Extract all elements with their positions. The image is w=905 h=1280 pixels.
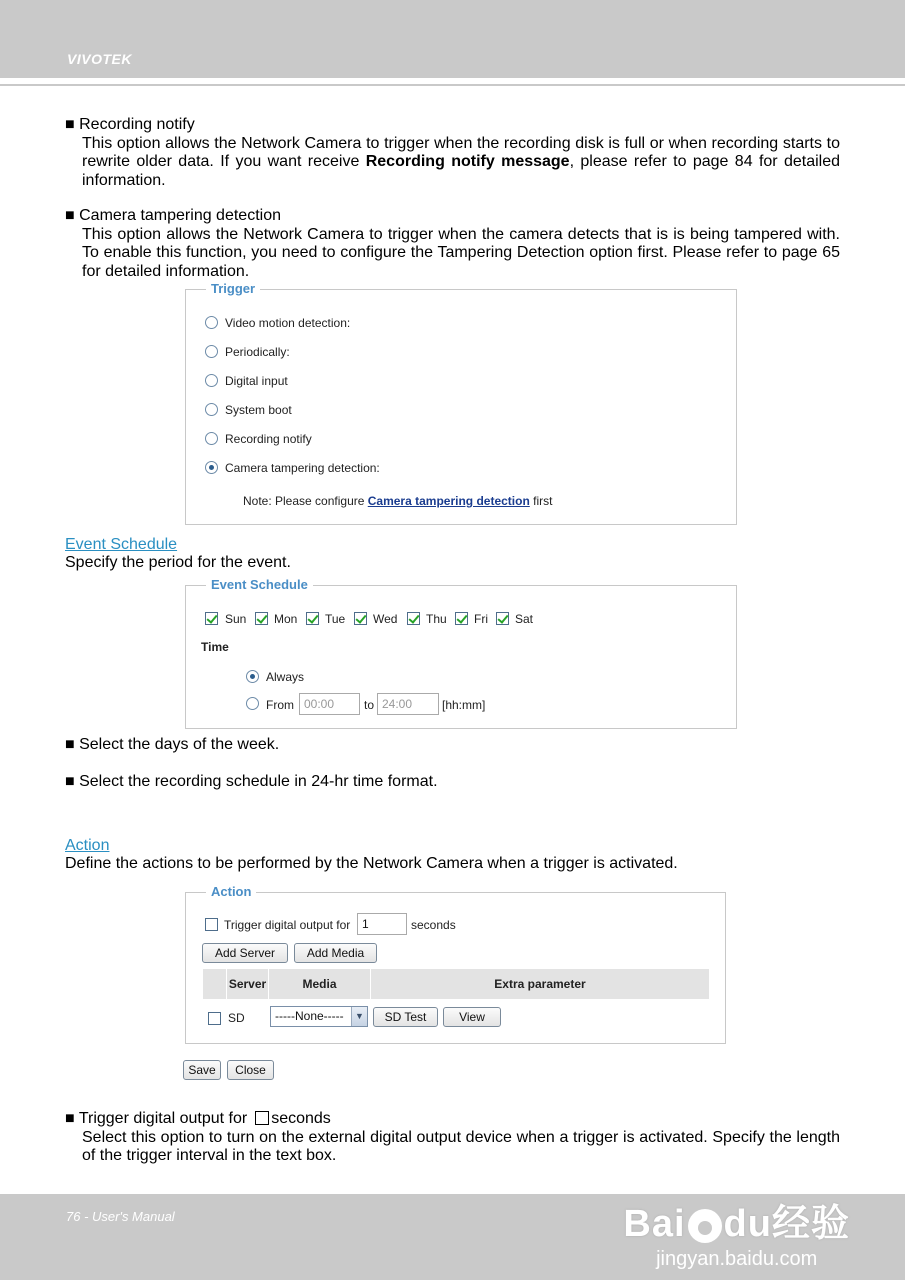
event-schedule-heading[interactable]: Event Schedule <box>65 536 178 553</box>
media-select-value: -----None----- <box>275 1009 344 1023</box>
page-number: 76 - User's Manual <box>66 1209 175 1224</box>
radio-recording-notify[interactable] <box>205 432 218 445</box>
radio-periodically[interactable] <box>205 345 218 358</box>
table-header-media: Media <box>269 969 370 999</box>
time-label: Time <box>201 640 229 654</box>
sd-test-button[interactable]: SD Test <box>373 1007 438 1027</box>
radio-system-boot[interactable] <box>205 403 218 416</box>
chevron-down-icon: ▼ <box>351 1007 367 1026</box>
trigger-legend: Trigger <box>206 281 260 297</box>
paw-icon <box>688 1209 722 1243</box>
to-time-input[interactable]: 24:00 <box>377 693 439 715</box>
label-to: to <box>364 698 375 712</box>
camera-tampering-link[interactable]: Camera tampering detection <box>367 494 530 508</box>
action-legend: Action <box>206 884 256 900</box>
label-wed: Wed <box>373 612 398 626</box>
checkbox-wed[interactable] <box>354 612 367 625</box>
trigger-output-body: Select this option to turn on the external digital output device when a trigger is activated. Specify the length of the trigger interval in the text box. <box>82 1129 840 1165</box>
radio-always[interactable] <box>246 670 259 683</box>
page-footer <box>0 1194 905 1280</box>
label-sun: Sun <box>225 612 247 626</box>
checkbox-mon[interactable] <box>255 612 268 625</box>
label-camera-tampering: Camera tampering detection: <box>225 461 380 475</box>
add-media-button[interactable]: Add Media <box>294 943 377 963</box>
tampering-body: This option allows the Network Camera to trigger when the camera detects that is is being tampered with. To enable this function, you need to configure the Tampering Detection option first. Please refer to page 65 for detailed information. <box>82 226 840 280</box>
label-video-motion: Video motion detection: <box>225 316 351 330</box>
checkbox-fri[interactable] <box>455 612 468 625</box>
page-header <box>0 0 905 78</box>
recording-notify-body: This option allows the Network Camera to trigger when the recording disk is full or when recording starts to rewrite older data. If you want receive Recording notify message, please refer to page 84 for detailed information. <box>82 135 841 189</box>
trigger-note: Note: Please configure Camera tampering detection first <box>243 494 553 508</box>
label-fri: Fri <box>474 612 488 626</box>
label-tue: Tue <box>325 612 346 626</box>
action-desc: Define the actions to be performed by the Network Camera when a trigger is activated. <box>65 855 678 872</box>
checkbox-tue[interactable] <box>306 612 319 625</box>
inline-textbox-icon <box>255 1111 269 1125</box>
add-server-button[interactable]: Add Server <box>202 943 288 963</box>
radio-camera-tampering[interactable] <box>205 461 218 474</box>
header-divider <box>0 84 905 86</box>
label-seconds: seconds <box>411 918 456 932</box>
radio-digital-input[interactable] <box>205 374 218 387</box>
table-header-server: Server <box>227 969 268 999</box>
media-select[interactable] <box>270 1006 368 1027</box>
label-sat: Sat <box>515 612 534 626</box>
tampering-title: ■ Camera tampering detection <box>65 207 281 224</box>
label-thu: Thu <box>426 612 447 626</box>
checkbox-sat[interactable] <box>496 612 509 625</box>
checkbox-sd[interactable] <box>208 1012 221 1025</box>
view-button[interactable]: View <box>443 1007 501 1027</box>
label-always: Always <box>266 670 305 684</box>
trigger-seconds-input[interactable]: 1 <box>357 913 407 935</box>
label-from: From <box>266 698 294 712</box>
baidu-watermark <box>623 1204 850 1272</box>
label-trigger-output: Trigger digital output for <box>224 918 351 932</box>
label-periodically: Periodically: <box>225 345 290 359</box>
bullet-select-days: ■ Select the days of the week. <box>65 736 280 753</box>
action-heading[interactable]: Action <box>65 837 110 854</box>
event-schedule-desc: Specify the period for the event. <box>65 554 291 571</box>
recording-notify-title: ■ Recording notify <box>65 116 195 133</box>
baidu-logo: Bai du经验 <box>623 1203 850 1245</box>
save-button[interactable]: Save <box>183 1060 221 1080</box>
label-system-boot: System boot <box>225 403 292 417</box>
checkbox-thu[interactable] <box>407 612 420 625</box>
label-mon: Mon <box>274 612 298 626</box>
radio-video-motion[interactable] <box>205 316 218 329</box>
trigger-output-title: ■ Trigger digital output for seconds <box>65 1110 331 1127</box>
recording-notify-bold: Recording notify message <box>365 153 570 171</box>
brand-logo: VIVOTEK <box>67 51 132 67</box>
label-digital-input: Digital input <box>225 374 288 388</box>
watermark-site: jingyan.baidu.com <box>656 1248 818 1270</box>
from-time-input[interactable]: 00:00 <box>299 693 360 715</box>
table-header-blank <box>203 969 226 999</box>
label-recording-notify: Recording notify <box>225 432 312 446</box>
table-header-extra: Extra parameter <box>371 969 709 999</box>
checkbox-sun[interactable] <box>205 612 218 625</box>
close-button[interactable]: Close <box>227 1060 274 1080</box>
radio-from[interactable] <box>246 697 259 710</box>
label-sd: SD <box>228 1011 245 1025</box>
time-format-label: [hh:mm] <box>442 698 486 712</box>
bullet-select-time: ■ Select the recording schedule in 24-hr time format. <box>65 773 438 790</box>
event-schedule-legend: Event Schedule <box>206 577 313 593</box>
checkbox-trigger-output[interactable] <box>205 918 218 931</box>
